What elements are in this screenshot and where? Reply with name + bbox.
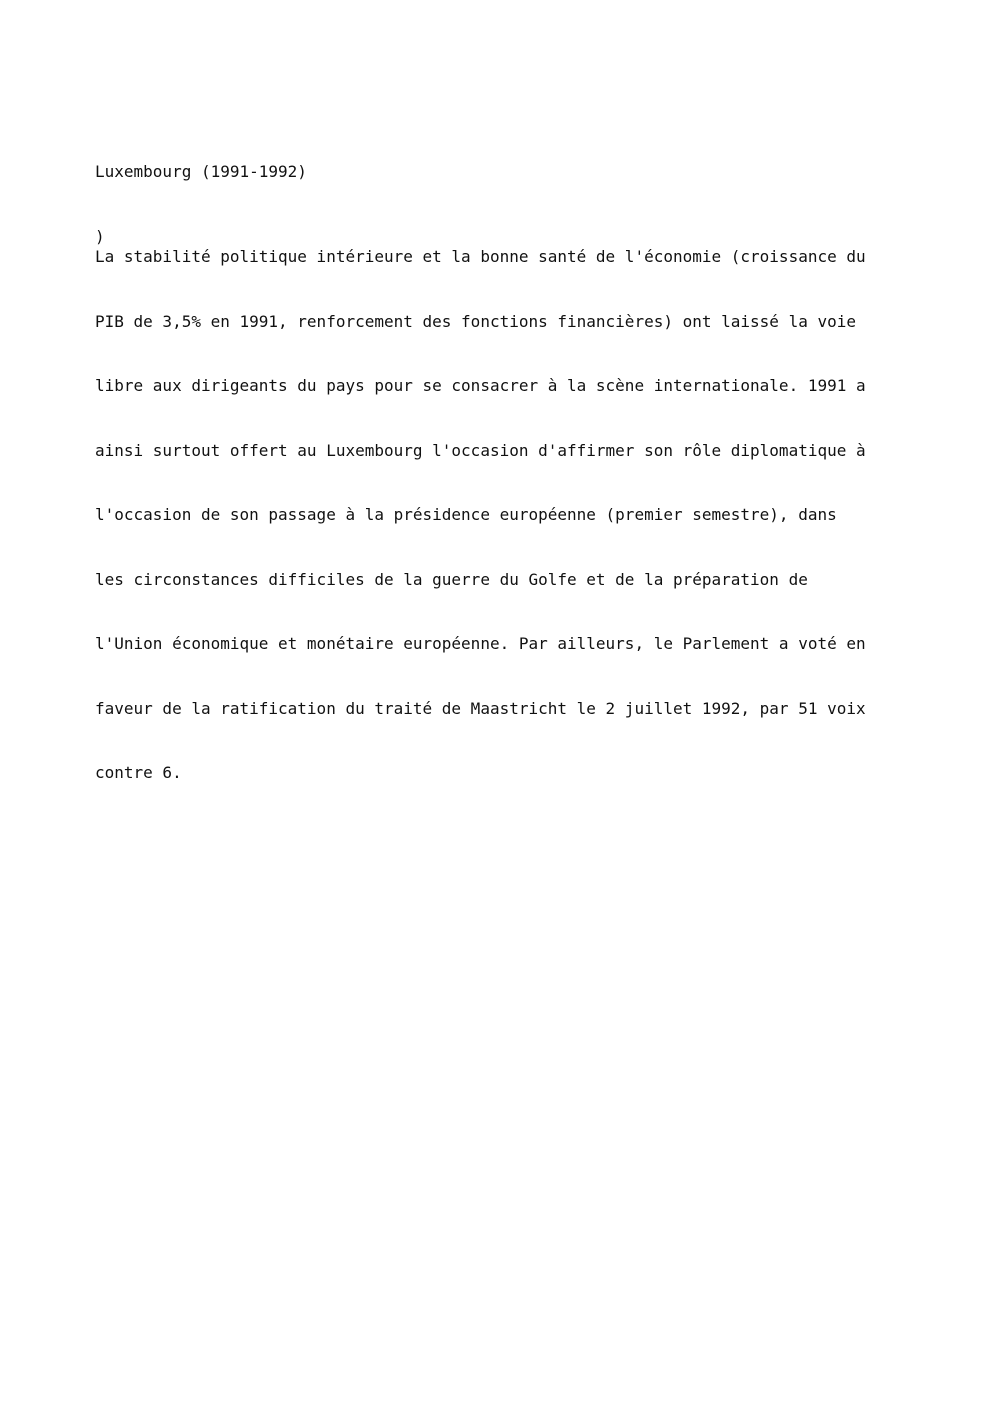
body-line: faveur de la ratification du traité de Maastricht le 2 juillet 1992, par 51 voix	[95, 698, 866, 718]
body-line: contre 6.	[95, 763, 182, 782]
body-line: libre aux dirigeants du pays pour se consacrer à la scène internationale. 1991 a	[95, 376, 866, 395]
body-line: ainsi surtout offert au Luxembourg l'occasion d'affirmer son rôle diplomatique à	[95, 440, 866, 460]
body-line: La stabilité politique intérieure et la bonne santé de l'économie (croissance du	[95, 247, 866, 266]
body-line: l'Union économique et monétaire européenne. Par ailleurs, le Parlement a voté en	[95, 634, 866, 653]
body-line: les circonstances difficiles de la guerre du Golfe et de la préparation de	[95, 569, 808, 589]
body-line: PIB de 3,5% en 1991, renforcement des fonctions financières) ont laissé la voie	[95, 311, 856, 331]
title-line: )	[95, 226, 105, 246]
body-line: l'occasion de son passage à la présidence européenne (premier semestre), dans	[95, 505, 837, 524]
document-body	[95, 203, 866, 827]
title-line: Luxembourg (1991-1992)	[95, 162, 307, 181]
